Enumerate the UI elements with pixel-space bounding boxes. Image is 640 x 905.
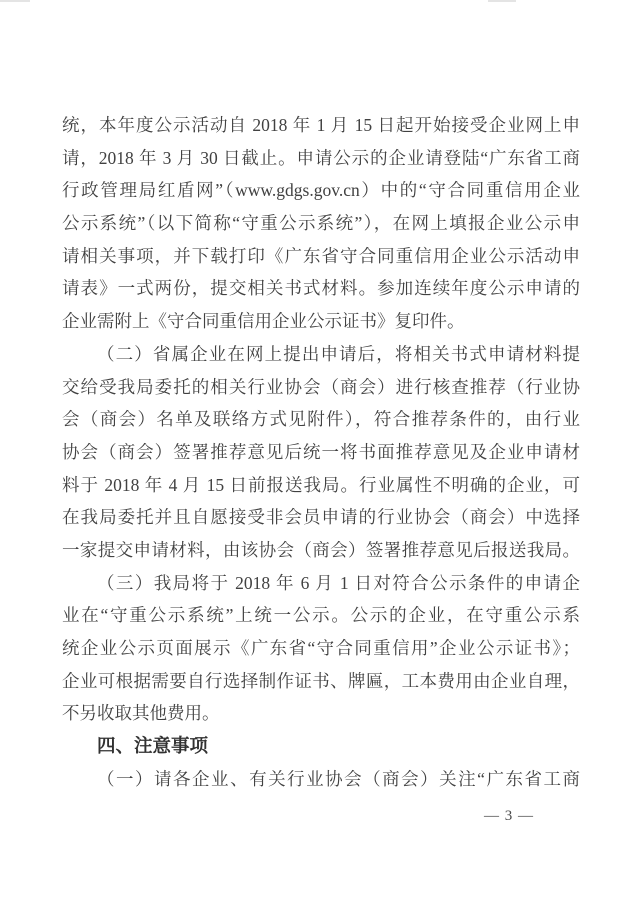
document-line: 企业可根据需要自行选择制作证书、牌匾，工本费用由企业自理， bbox=[62, 670, 580, 691]
document-line: 一家提交申请材料，由该协会（商会）签署推荐意见后报送我局。 bbox=[62, 539, 580, 560]
document-line: 交给受我局委托的相关行业协会（商会）进行核查推荐（行业协 bbox=[62, 376, 580, 397]
document-line: （一）请各企业、有关行业协会（商会）关注“广东省工商 bbox=[97, 768, 580, 789]
document-line: 公示系统”（以下简称“守重公示系统”），在网上填报企业公示申 bbox=[62, 213, 580, 234]
document-line: 请，2018 年 3 月 30 日截止。申请公示的企业请登陆“广东省工商 bbox=[62, 147, 580, 168]
section-heading: 四、注意事项 bbox=[97, 735, 209, 757]
document-line: 不另收取其他费用。 bbox=[62, 703, 220, 724]
document-line: 统企业公示页面展示《广东省“守合同重信用”企业公示证书》； bbox=[62, 638, 580, 658]
document-body bbox=[62, 109, 580, 795]
document-line: 请相关事项，并下载打印《广东省守合同重信用企业公示活动申 bbox=[62, 245, 580, 266]
document-line: 行政管理局红盾网”（www.gdgs.gov.cn）中的“守合同重信用企业 bbox=[62, 180, 580, 201]
document-line: 请表》一式两份，提交相关书式材料。参加连续年度公示申请的 bbox=[62, 278, 580, 299]
document-line: 会（商会）名单及联络方式见附件），符合推荐条件的，由行业 bbox=[62, 409, 580, 430]
document-line: （三）我局将于 2018 年 6 月 1 日对符合公示条件的申请企 bbox=[97, 572, 580, 593]
document-line: 统，本年度公示活动自 2018 年 1 月 15 日起开始接受企业网上申 bbox=[62, 115, 580, 135]
document-line: 企业需附上《守合同重信用企业公示证书》复印件。 bbox=[62, 311, 465, 332]
document-line: 协会（商会）签署推荐意见后统一将书面推荐意见及企业申请材 bbox=[62, 441, 580, 462]
page-number: — 3 — bbox=[484, 808, 534, 824]
scan-artifact-left bbox=[0, 0, 30, 2]
document-line: （二）省属企业在网上提出申请后，将相关书式申请材料提 bbox=[97, 343, 580, 364]
scan-artifact-right bbox=[488, 0, 516, 2]
document-line: 料于 2018 年 4 月 15 日前报送我局。行业属性不明确的企业，可 bbox=[62, 474, 580, 495]
document-line: 在我局委托并且自愿接受非会员申请的行业协会（商会）中选择 bbox=[62, 507, 580, 528]
document-line: 业在“守重公示系统”上统一公示。公示的企业，在守重公示系 bbox=[62, 605, 580, 626]
